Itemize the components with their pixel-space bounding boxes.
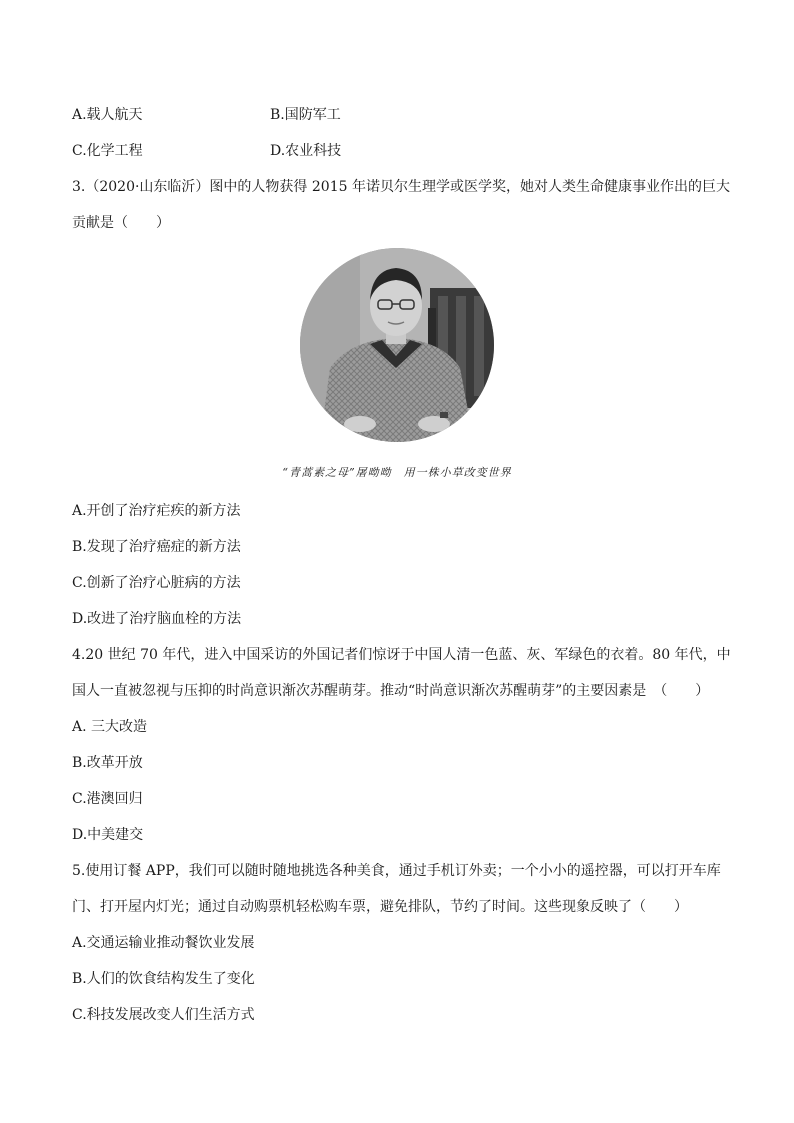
- q5-option-a: A.交通运输业推动餐饮业发展: [72, 935, 255, 951]
- q2-option-b: B.国防军工: [270, 107, 341, 123]
- q3-option-c: C.创新了治疗心脏病的方法: [72, 575, 241, 591]
- q4-option-b: B.改革开放: [72, 755, 143, 771]
- q3-option-a: A.开创了治疗疟疾的新方法: [72, 503, 241, 519]
- q5-stem-line-1: 5.使用订餐 APP，我们可以随时随地挑选各种美食，通过手机订外卖；一个小小的遥控器，可以打开车库: [72, 863, 721, 879]
- q4-option-a: A. 三大改造: [72, 719, 148, 735]
- q2-option-c: C.化学工程: [72, 143, 143, 159]
- q5-option-c: C.科技发展改变人们生活方式: [72, 1007, 255, 1023]
- q4-stem-line-1: 4.20 世纪 70 年代，进入中国采访的外国记者们惊讶于中国人清一色蓝、灰、军绿色的衣着。80 年代，中: [72, 647, 731, 663]
- photo-caption: “青蒿素之母”屠呦呦 用一株小草改变世界: [282, 466, 512, 479]
- q2-option-d: D.农业科技: [270, 143, 342, 159]
- q2-options-row-1: [72, 106, 341, 124]
- q4-stem-line-2: 国人一直被忽视与压抑的时尚意识渐次苏醒萌芽。推动“时尚意识渐次苏醒萌芽”的主要因素是 （ ）: [72, 683, 710, 699]
- q2-option-a: A.载人航天: [72, 107, 143, 123]
- q4-option-c: C.港澳回归: [72, 791, 143, 807]
- q5-stem-line-2: 门、打开屋内灯光；通过自动购票机轻松购车票，避免排队，节约了时间。这些现象反映了（ ）: [72, 899, 688, 915]
- portrait-photo: [300, 248, 494, 442]
- q2-options-row-2: [72, 142, 342, 160]
- q4-option-d: D.中美建交: [72, 827, 144, 843]
- q3-option-d: D.改进了治疗脑血栓的方法: [72, 611, 242, 627]
- q5-option-b: B.人们的饮食结构发生了变化: [72, 971, 255, 987]
- q3-option-b: B.发现了治疗癌症的新方法: [72, 539, 241, 555]
- q3-stem-line-1: 3.（2020·山东临沂）图中的人物获得 2015 年诺贝尔生理学或医学奖，她对人类生命健康事业作出的巨大: [72, 179, 730, 195]
- q3-stem-line-2: 贡献是（ ）: [72, 215, 170, 231]
